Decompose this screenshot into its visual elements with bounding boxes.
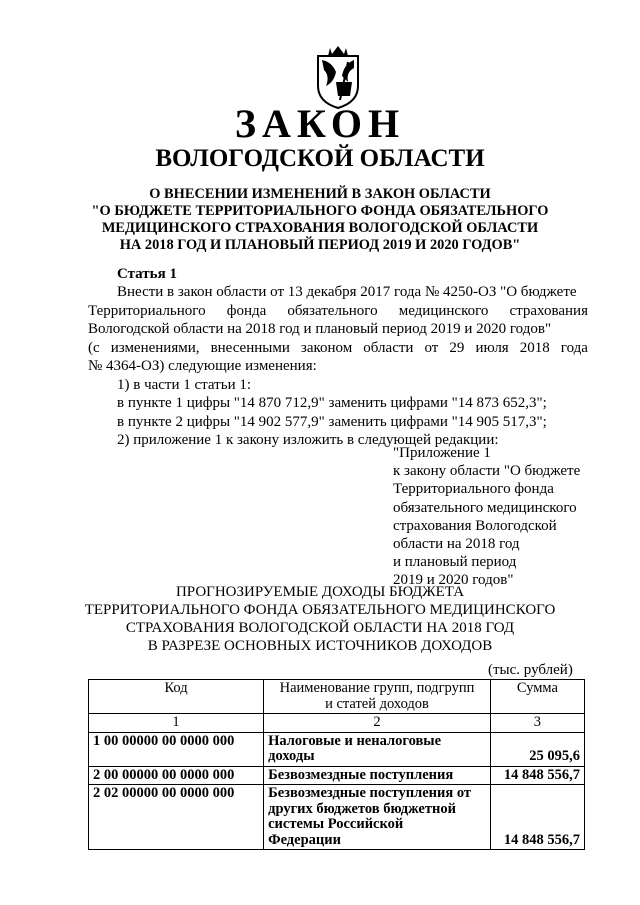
heading-line: В РАЗРЕЗЕ ОСНОВНЫХ ИСТОЧНИКОВ ДОХОДОВ bbox=[147, 638, 493, 654]
header-code: Код bbox=[89, 680, 264, 714]
article-line: 2) приложение 1 к закону изложить в следующей редакции: bbox=[117, 432, 499, 448]
article-line-justified: Территориального фонда обязательного медицинского страхования bbox=[88, 302, 588, 319]
heading-line: СТРАХОВАНИЯ ВОЛОГОДСКОЙ ОБЛАСТИ НА 2018 ГОД bbox=[125, 620, 515, 636]
sum-cell: 25 095,6 bbox=[490, 732, 584, 766]
sum-cell: 14 848 556,7 bbox=[490, 785, 584, 850]
table-index-row bbox=[89, 714, 585, 733]
appendix-line: области на 2018 год bbox=[393, 536, 520, 553]
article-line: Вологодской области на 2018 год и плановый период 2019 и 2020 годов" bbox=[88, 321, 552, 337]
units-label: (тыс. рублей) bbox=[488, 662, 573, 678]
table-row bbox=[89, 766, 585, 785]
subject-line: НА 2018 ГОД И ПЛАНОВЫЙ ПЕРИОД 2019 И 2020 ГОДОВ" bbox=[119, 237, 521, 253]
article-line-justified: (с изменениями, внесенными законом области от 29 июля 2018 года bbox=[88, 339, 588, 356]
name-cell: Налоговые и неналоговые доходы bbox=[264, 732, 491, 766]
header-sum: Сумма bbox=[490, 680, 584, 714]
subject-line: "О БЮДЖЕТЕ ТЕРРИТОРИАЛЬНОГО ФОНДА ОБЯЗАТЕЛЬНОГО bbox=[91, 203, 549, 219]
table-heading bbox=[60, 583, 580, 655]
appendix-line: к закону области "О бюджете bbox=[393, 463, 581, 480]
index-cell: 2 bbox=[264, 714, 491, 733]
appendix-reference bbox=[393, 444, 593, 590]
article-line: 1) в части 1 статьи 1: bbox=[117, 376, 252, 393]
heading-line: ПРОГНОЗИРУЕМЫЕ ДОХОДЫ БЮДЖЕТА bbox=[175, 584, 465, 600]
article-line: Внести в закон области от 13 декабря 2017 года № 4250-ОЗ "О бюджете bbox=[117, 284, 577, 300]
code-cell: 2 00 00000 00 0000 000 bbox=[89, 766, 264, 785]
article-line: № 4364-ОЗ) следующие изменения: bbox=[88, 358, 317, 374]
index-cell: 3 bbox=[490, 714, 584, 733]
appendix-line: страхования Вологодской bbox=[393, 517, 557, 534]
appendix-line: "Приложение 1 bbox=[393, 445, 491, 461]
article-line: в пункте 1 цифры "14 870 712,9" заменить цифрами "14 873 652,3"; bbox=[117, 395, 547, 411]
appendix-line: 2019 и 2020 годов" bbox=[393, 572, 514, 589]
table-row bbox=[89, 732, 585, 766]
header-name: Наименование групп, подгрупп и статей доходов bbox=[264, 680, 491, 714]
table-header-row bbox=[89, 680, 585, 714]
article-line: в пункте 2 цифры "14 902 577,9" заменить цифрами "14 905 517,3"; bbox=[117, 413, 547, 430]
law-subject bbox=[60, 186, 580, 254]
appendix-line: Территориального фонда bbox=[393, 481, 554, 498]
name-cell: Безвозмездные поступления от других бюджетов бюджетной системы Российской Федерации bbox=[264, 785, 491, 850]
region-title: ВОЛОГОДСКОЙ ОБЛАСТИ bbox=[155, 145, 485, 172]
code-cell: 1 00 00000 00 0000 000 bbox=[89, 732, 264, 766]
appendix-line: обязательного медицинского bbox=[393, 499, 577, 516]
sum-cell: 14 848 556,7 bbox=[490, 766, 584, 785]
document-title: ЗАКОН bbox=[234, 101, 406, 146]
table-row bbox=[89, 785, 585, 850]
subject-line: МЕДИЦИНСКОГО СТРАХОВАНИЯ ВОЛОГОДСКОЙ ОБЛАСТИ bbox=[101, 220, 539, 236]
appendix-line: и плановый период bbox=[393, 554, 517, 571]
heading-line: ТЕРРИТОРИАЛЬНОГО ФОНДА ОБЯЗАТЕЛЬНОГО МЕДИЦИНСКОГО bbox=[84, 602, 556, 618]
revenue-table bbox=[88, 679, 585, 850]
index-cell: 1 bbox=[89, 714, 264, 733]
article-title: Статья 1 bbox=[117, 266, 177, 282]
code-cell: 2 02 00000 00 0000 000 bbox=[89, 785, 264, 850]
subject-line: О ВНЕСЕНИИ ИЗМЕНЕНИЙ В ЗАКОН ОБЛАСТИ bbox=[149, 186, 491, 202]
name-cell: Безвозмездные поступления bbox=[264, 766, 491, 785]
article-body bbox=[88, 283, 588, 450]
